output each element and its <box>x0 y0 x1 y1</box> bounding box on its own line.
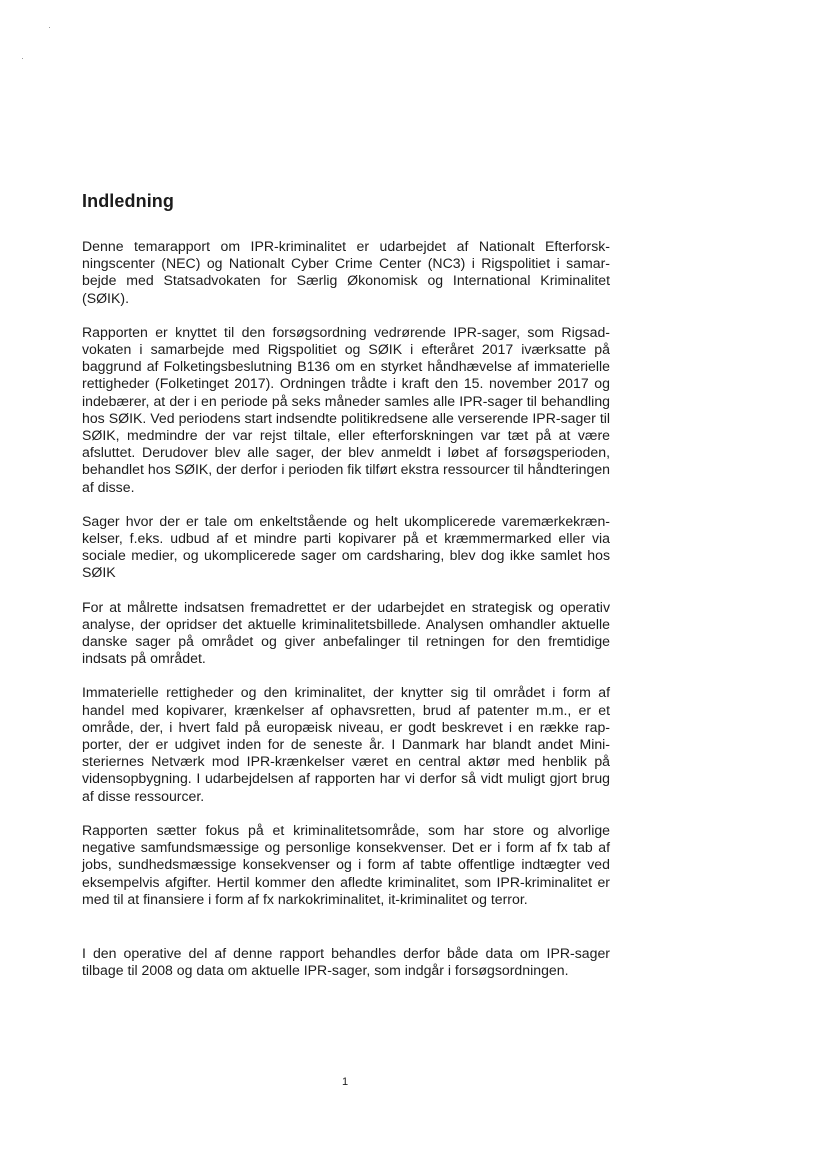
scan-speck <box>49 27 50 28</box>
paragraph-ip-rights: Immaterielle rettigheder og den kriminalitet, der knytter sig til området i form af handel med kopivarer, krænkelser af ophavsretten, brud af patenter m.m., er et område, der, i hvert fald på europæisk niveau, er godt beskrevet i en række rapporter, der er udgivet inden for de seneste år. I Danmark har blandt andet Ministeriernes Netværk mod IPR-krænkelser været en central aktør med henblik på vidensopbygning. I udarbejdelsen af rapporten har vi derfor så vidt muligt gjort brug af disse ressourcer. <box>82 684 610 804</box>
paragraph-analysis: For at målrette indsatsen fremadrettet er der udarbejdet en strategisk og operativ analyse, der opridser det aktuelle kriminalitetsbillede. Analysen omhandler aktuelle danske sager på området og giver anbefalinger til retningen for den fremtidige indsats på området. <box>82 598 610 667</box>
scan-speck <box>22 58 23 59</box>
paragraph-trial-scheme: Rapporten er knyttet til den forsøgsordning vedrørende IPR-sager, som Rigsadvokaten i samarbejde med Rigspolitiet og SØIK i efteråret 2017 iværksatte på baggrund af Folketingsbeslutning B136 om en styrket håndhævelse af immaterielle rettigheder (Folketinget 2017). Ordningen trådte i kraft den 15. november 2017 og indebærer, at der i en periode på seks måneder samles alle IPR-sager til behandling hos SØIK. Ved periodens start indsendte politikredsene alle verserende IPR-sager til SØIK, medmindre der var rejst tiltale, eller efterforskningen var tæt på at være afsluttet. Derudover blev alle sager, der blev anmeldt i løbet af forsøgsperioden, behandlet hos SØIK, der derfor i perioden fik tilført ekstra ressourcer til håndteringen af disse. <box>82 323 610 495</box>
document-body <box>82 191 610 996</box>
page-number: 1 <box>341 1076 349 1088</box>
section-heading: Indledning <box>82 191 174 211</box>
paragraph-consequences: Rapporten sætter fokus på et kriminalitetsområde, som har store og alvorlige negative samfundsmæssige og personlige konsekvenser. Det er i form af fx tab af jobs, sundhedsmæssige konsekvenser og i form af tabte offentlige indtægter ved eksempelvis afgifter. Hertil kommer den afledte kriminalitet, som IPR-kriminalitet er med til at finansiere i form af fx narkokriminalitet, it-kriminalitet og terror. <box>82 821 610 907</box>
paragraph-intro: Denne temarapport om IPR-kriminalitet er udarbejdet af Nationalt Efterforskningscenter (NEC) og Nationalt Cyber Crime Center (NC3) i Rigspolitiet i samarbejde med Statsadvokaten for Særlig Økonomisk og International Kriminalitet (SØIK). <box>82 238 610 306</box>
paragraph-operative: I den operative del af denne rapport behandles derfor både data om IPR-sager tilbage til 2008 og data om aktuelle IPR-sager, som indgår i forsøgsordningen. <box>82 944 610 979</box>
paragraph-exceptions: Sager hvor der er tale om enkeltstående og helt ukomplicerede varemærkekrænkelser, f.eks. udbud af et mindre parti kopivarer på et kræmmermarked eller via sociale medier, og ukomplicerede sager om cardsharing, blev dog ikke samlet hos SØIK <box>82 512 610 581</box>
